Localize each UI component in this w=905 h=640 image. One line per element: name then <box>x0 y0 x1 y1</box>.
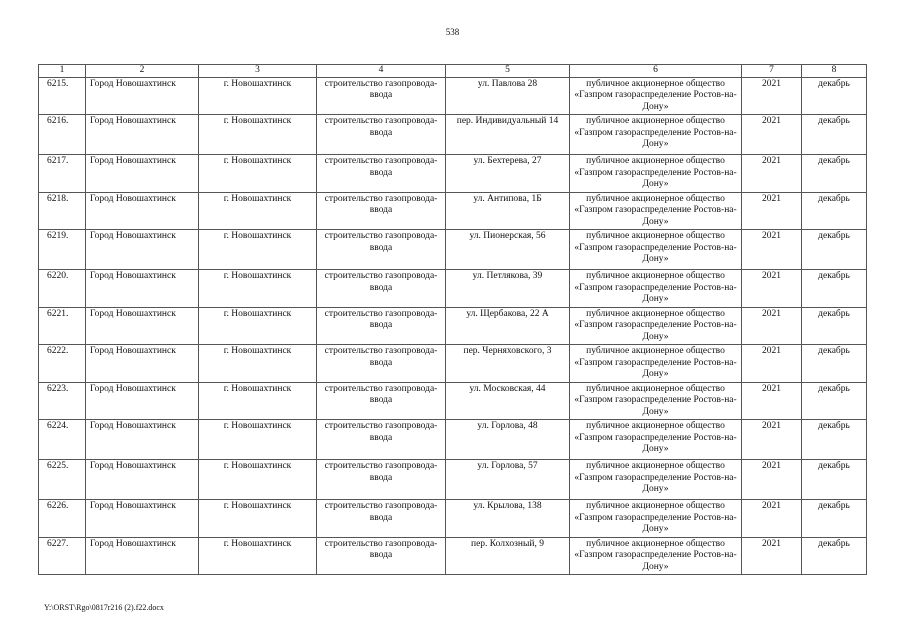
work-type-cell: строительство газопровода-ввода <box>317 345 446 383</box>
year-cell: 2021 <box>742 382 802 420</box>
address-cell: ул. Петлякова, 39 <box>446 270 570 308</box>
organization-cell: публичное акционерное общество «Газпром газораспределение Ростов-на-Дону» <box>570 500 742 538</box>
district-cell: Город Новошахтинск <box>86 155 199 193</box>
district-cell: Город Новошахтинск <box>86 460 199 500</box>
month-cell: декабрь <box>802 420 867 460</box>
column-header: 2 <box>86 65 199 78</box>
month-cell: декабрь <box>802 500 867 538</box>
address-cell: ул. Крылова, 138 <box>446 500 570 538</box>
page-number: 538 <box>445 27 460 37</box>
address-cell: пер. Черняховского, 3 <box>446 345 570 383</box>
month-cell: декабрь <box>802 460 867 500</box>
organization-cell: публичное акционерное общество «Газпром газораспределение Ростов-на-Дону» <box>570 192 742 230</box>
footer-file-path: Y:\ORST\Rgo\0817r216 (2).f22.docx <box>44 603 164 612</box>
table-row <box>39 270 867 308</box>
gas-pipeline-table <box>38 64 867 575</box>
locality-cell: г. Новошахтинск <box>199 192 317 230</box>
work-type-cell: строительство газопровода-ввода <box>317 270 446 308</box>
column-header: 6 <box>570 65 742 78</box>
locality-cell: г. Новошахтинск <box>199 500 317 538</box>
address-cell: ул. Антипова, 1Б <box>446 192 570 230</box>
year-cell: 2021 <box>742 115 802 155</box>
row-number: 6222. <box>39 345 86 383</box>
locality-cell: г. Новошахтинск <box>199 460 317 500</box>
table-row <box>39 192 867 230</box>
organization-cell: публичное акционерное общество «Газпром газораспределение Ростов-на-Дону» <box>570 460 742 500</box>
month-cell: декабрь <box>802 155 867 193</box>
work-type-cell: строительство газопровода-ввода <box>317 460 446 500</box>
table-row <box>39 77 867 115</box>
locality-cell: г. Новошахтинск <box>199 420 317 460</box>
work-type-cell: строительство газопровода-ввода <box>317 307 446 345</box>
row-number: 6226. <box>39 500 86 538</box>
locality-cell: г. Новошахтинск <box>199 155 317 193</box>
organization-cell: публичное акционерное общество «Газпром газораспределение Ростов-на-Дону» <box>570 77 742 115</box>
locality-cell: г. Новошахтинск <box>199 345 317 383</box>
district-cell: Город Новошахтинск <box>86 420 199 460</box>
work-type-cell: строительство газопровода-ввода <box>317 115 446 155</box>
year-cell: 2021 <box>742 537 802 575</box>
month-cell: декабрь <box>802 230 867 270</box>
month-cell: декабрь <box>802 345 867 383</box>
organization-cell: публичное акционерное общество «Газпром газораспределение Ростов-на-Дону» <box>570 155 742 193</box>
table-row <box>39 345 867 383</box>
district-cell: Город Новошахтинск <box>86 345 199 383</box>
column-header: 3 <box>199 65 317 78</box>
address-cell: ул. Бехтерева, 27 <box>446 155 570 193</box>
year-cell: 2021 <box>742 420 802 460</box>
organization-cell: публичное акционерное общество «Газпром газораспределение Ростов-на-Дону» <box>570 537 742 575</box>
year-cell: 2021 <box>742 77 802 115</box>
address-cell: ул. Горлова, 48 <box>446 420 570 460</box>
column-header: 1 <box>39 65 86 78</box>
row-number: 6218. <box>39 192 86 230</box>
column-header: 5 <box>446 65 570 78</box>
row-number: 6217. <box>39 155 86 193</box>
column-header: 4 <box>317 65 446 78</box>
year-cell: 2021 <box>742 307 802 345</box>
locality-cell: г. Новошахтинск <box>199 115 317 155</box>
table-row <box>39 420 867 460</box>
organization-cell: публичное акционерное общество «Газпром газораспределение Ростов-на-Дону» <box>570 382 742 420</box>
address-cell: ул. Горлова, 57 <box>446 460 570 500</box>
table-row <box>39 500 867 538</box>
address-cell: пер. Колхозный, 9 <box>446 537 570 575</box>
month-cell: декабрь <box>802 270 867 308</box>
organization-cell: публичное акционерное общество «Газпром газораспределение Ростов-на-Дону» <box>570 420 742 460</box>
address-cell: ул. Пионерская, 56 <box>446 230 570 270</box>
address-cell: ул. Московская, 44 <box>446 382 570 420</box>
row-number: 6219. <box>39 230 86 270</box>
row-number: 6223. <box>39 382 86 420</box>
work-type-cell: строительство газопровода-ввода <box>317 420 446 460</box>
locality-cell: г. Новошахтинск <box>199 270 317 308</box>
organization-cell: публичное акционерное общество «Газпром газораспределение Ростов-на-Дону» <box>570 345 742 383</box>
work-type-cell: строительство газопровода-ввода <box>317 77 446 115</box>
address-cell: ул. Щербакова, 22 А <box>446 307 570 345</box>
row-number: 6216. <box>39 115 86 155</box>
work-type-cell: строительство газопровода-ввода <box>317 155 446 193</box>
column-header: 7 <box>742 65 802 78</box>
locality-cell: г. Новошахтинск <box>199 77 317 115</box>
year-cell: 2021 <box>742 230 802 270</box>
district-cell: Город Новошахтинск <box>86 77 199 115</box>
month-cell: декабрь <box>802 77 867 115</box>
column-header: 8 <box>802 65 867 78</box>
row-number: 6227. <box>39 537 86 575</box>
year-cell: 2021 <box>742 460 802 500</box>
row-number: 6215. <box>39 77 86 115</box>
year-cell: 2021 <box>742 155 802 193</box>
address-cell: ул. Павлова 28 <box>446 77 570 115</box>
work-type-cell: строительство газопровода-ввода <box>317 382 446 420</box>
table-row <box>39 460 867 500</box>
row-number: 6225. <box>39 460 86 500</box>
month-cell: декабрь <box>802 382 867 420</box>
month-cell: декабрь <box>802 192 867 230</box>
month-cell: декабрь <box>802 537 867 575</box>
year-cell: 2021 <box>742 192 802 230</box>
district-cell: Город Новошахтинск <box>86 307 199 345</box>
district-cell: Город Новошахтинск <box>86 192 199 230</box>
year-cell: 2021 <box>742 345 802 383</box>
row-number: 6224. <box>39 420 86 460</box>
row-number: 6221. <box>39 307 86 345</box>
row-number: 6220. <box>39 270 86 308</box>
year-cell: 2021 <box>742 500 802 538</box>
month-cell: декабрь <box>802 307 867 345</box>
table-row <box>39 230 867 270</box>
year-cell: 2021 <box>742 270 802 308</box>
district-cell: Город Новошахтинск <box>86 537 199 575</box>
district-cell: Город Новошахтинск <box>86 270 199 308</box>
table-row <box>39 115 867 155</box>
locality-cell: г. Новошахтинск <box>199 307 317 345</box>
organization-cell: публичное акционерное общество «Газпром газораспределение Ростов-на-Дону» <box>570 230 742 270</box>
work-type-cell: строительство газопровода-ввода <box>317 537 446 575</box>
work-type-cell: строительство газопровода-ввода <box>317 230 446 270</box>
district-cell: Город Новошахтинск <box>86 230 199 270</box>
table-header-row <box>39 65 867 78</box>
district-cell: Город Новошахтинск <box>86 500 199 538</box>
table-row <box>39 307 867 345</box>
locality-cell: г. Новошахтинск <box>199 382 317 420</box>
work-type-cell: строительство газопровода-ввода <box>317 192 446 230</box>
organization-cell: публичное акционерное общество «Газпром газораспределение Ростов-на-Дону» <box>570 307 742 345</box>
district-cell: Город Новошахтинск <box>86 382 199 420</box>
organization-cell: публичное акционерное общество «Газпром газораспределение Ростов-на-Дону» <box>570 115 742 155</box>
table-row <box>39 382 867 420</box>
table-row <box>39 537 867 575</box>
organization-cell: публичное акционерное общество «Газпром газораспределение Ростов-на-Дону» <box>570 270 742 308</box>
district-cell: Город Новошахтинск <box>86 115 199 155</box>
month-cell: декабрь <box>802 115 867 155</box>
table-row <box>39 155 867 193</box>
locality-cell: г. Новошахтинск <box>199 230 317 270</box>
locality-cell: г. Новошахтинск <box>199 537 317 575</box>
work-type-cell: строительство газопровода-ввода <box>317 500 446 538</box>
address-cell: пер. Индивидуальный 14 <box>446 115 570 155</box>
